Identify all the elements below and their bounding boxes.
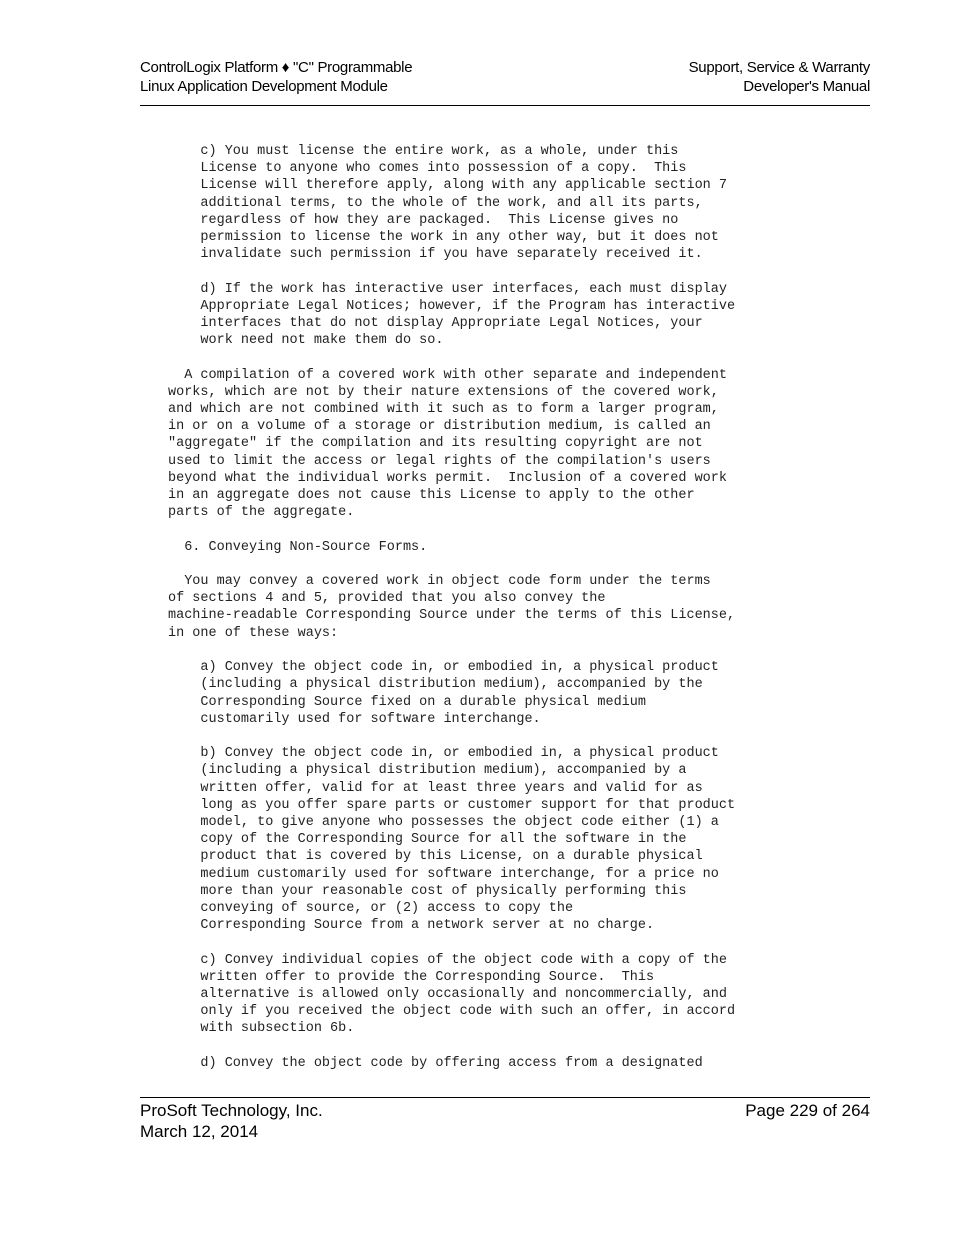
header-section-title bbox=[689, 58, 870, 96]
license-text-body: c) You must license the entire work, as a whole, under this License to anyone who comes into possession of a copy. This License will therefore apply, along with any applicable section 7 additional terms, to the whole of the work, and all its parts, regardless of how they are packaged. This License gives no permission to license the work in any other way, but it does not invalidate such permission if you have separately received it. d) If the work has interactive user interfaces, each must display Appropriate Legal Notices; however, if the Program has interactive interfaces that do not display Appropriate Legal Notices, your work need not make them do so. A compilation of a covered work with other separate and independent works, which are not by their nature extensions of the covered work, and which are not combined with it such as to form a larger program, in or on a volume of a storage or distribution medium, is called an "aggregate" if the compilation and its resulting copyright are not used to limit the access or legal rights of the compilation's users beyond what the individual works permit. Inclusion of a covered work in an aggregate does not cause this License to apply to the other parts of the aggregate. 6. Conveying Non-Source Forms. You may convey a covered work in object code form under the terms of sections 4 and 5, provided that you also convey the machine-readable Corresponding Source under the terms of this License, in one of these ways: a) Convey the object code in, or embodied in, a physical product (including a physical distribution medium), accompanied by the Corresponding Source fixed on a durable physical medium customarily used for software interchange. b) Convey the object code in, or embodied in, a physical product (including a physical distribution medium), accompanied by a written offer, valid for at least three years and valid for as long as you offer spare parts or customer support for that product model, to give anyone who possesses the object code either (1) a copy of the Corresponding Source for all the software in the product that is covered by this License, on a durable physical medium customarily used for software interchange, for a price no more than your reasonable cost of physically performing this conveying of source, or (2) access to copy the Corresponding Source from a network server at no charge. c) Convey individual copies of the object code with a copy of the written offer to provide the Corresponding Source. This alternative is allowed only occasionally and noncommercially, and only if you received the object code with such an offer, in accord with subsection 6b. d) Convey the object code by offering access from a designated bbox=[168, 144, 736, 1071]
footer-company: ProSoft Technology, Inc. bbox=[140, 1101, 323, 1120]
header-product-title bbox=[140, 58, 412, 96]
footer-publisher bbox=[140, 1100, 323, 1142]
header-section-line1: Support, Service & Warranty bbox=[688, 59, 870, 76]
page-header bbox=[140, 57, 870, 106]
header-product-line2: Linux Application Development Module bbox=[140, 78, 388, 95]
page-footer bbox=[140, 1097, 870, 1141]
header-section-line2: Developer's Manual bbox=[743, 78, 870, 95]
header-product-line1: ControlLogix Platform ♦ "C" Programmable bbox=[140, 59, 413, 76]
footer-page-number: Page 229 of 264 bbox=[745, 1101, 870, 1120]
footer-date: March 12, 2014 bbox=[140, 1122, 259, 1141]
